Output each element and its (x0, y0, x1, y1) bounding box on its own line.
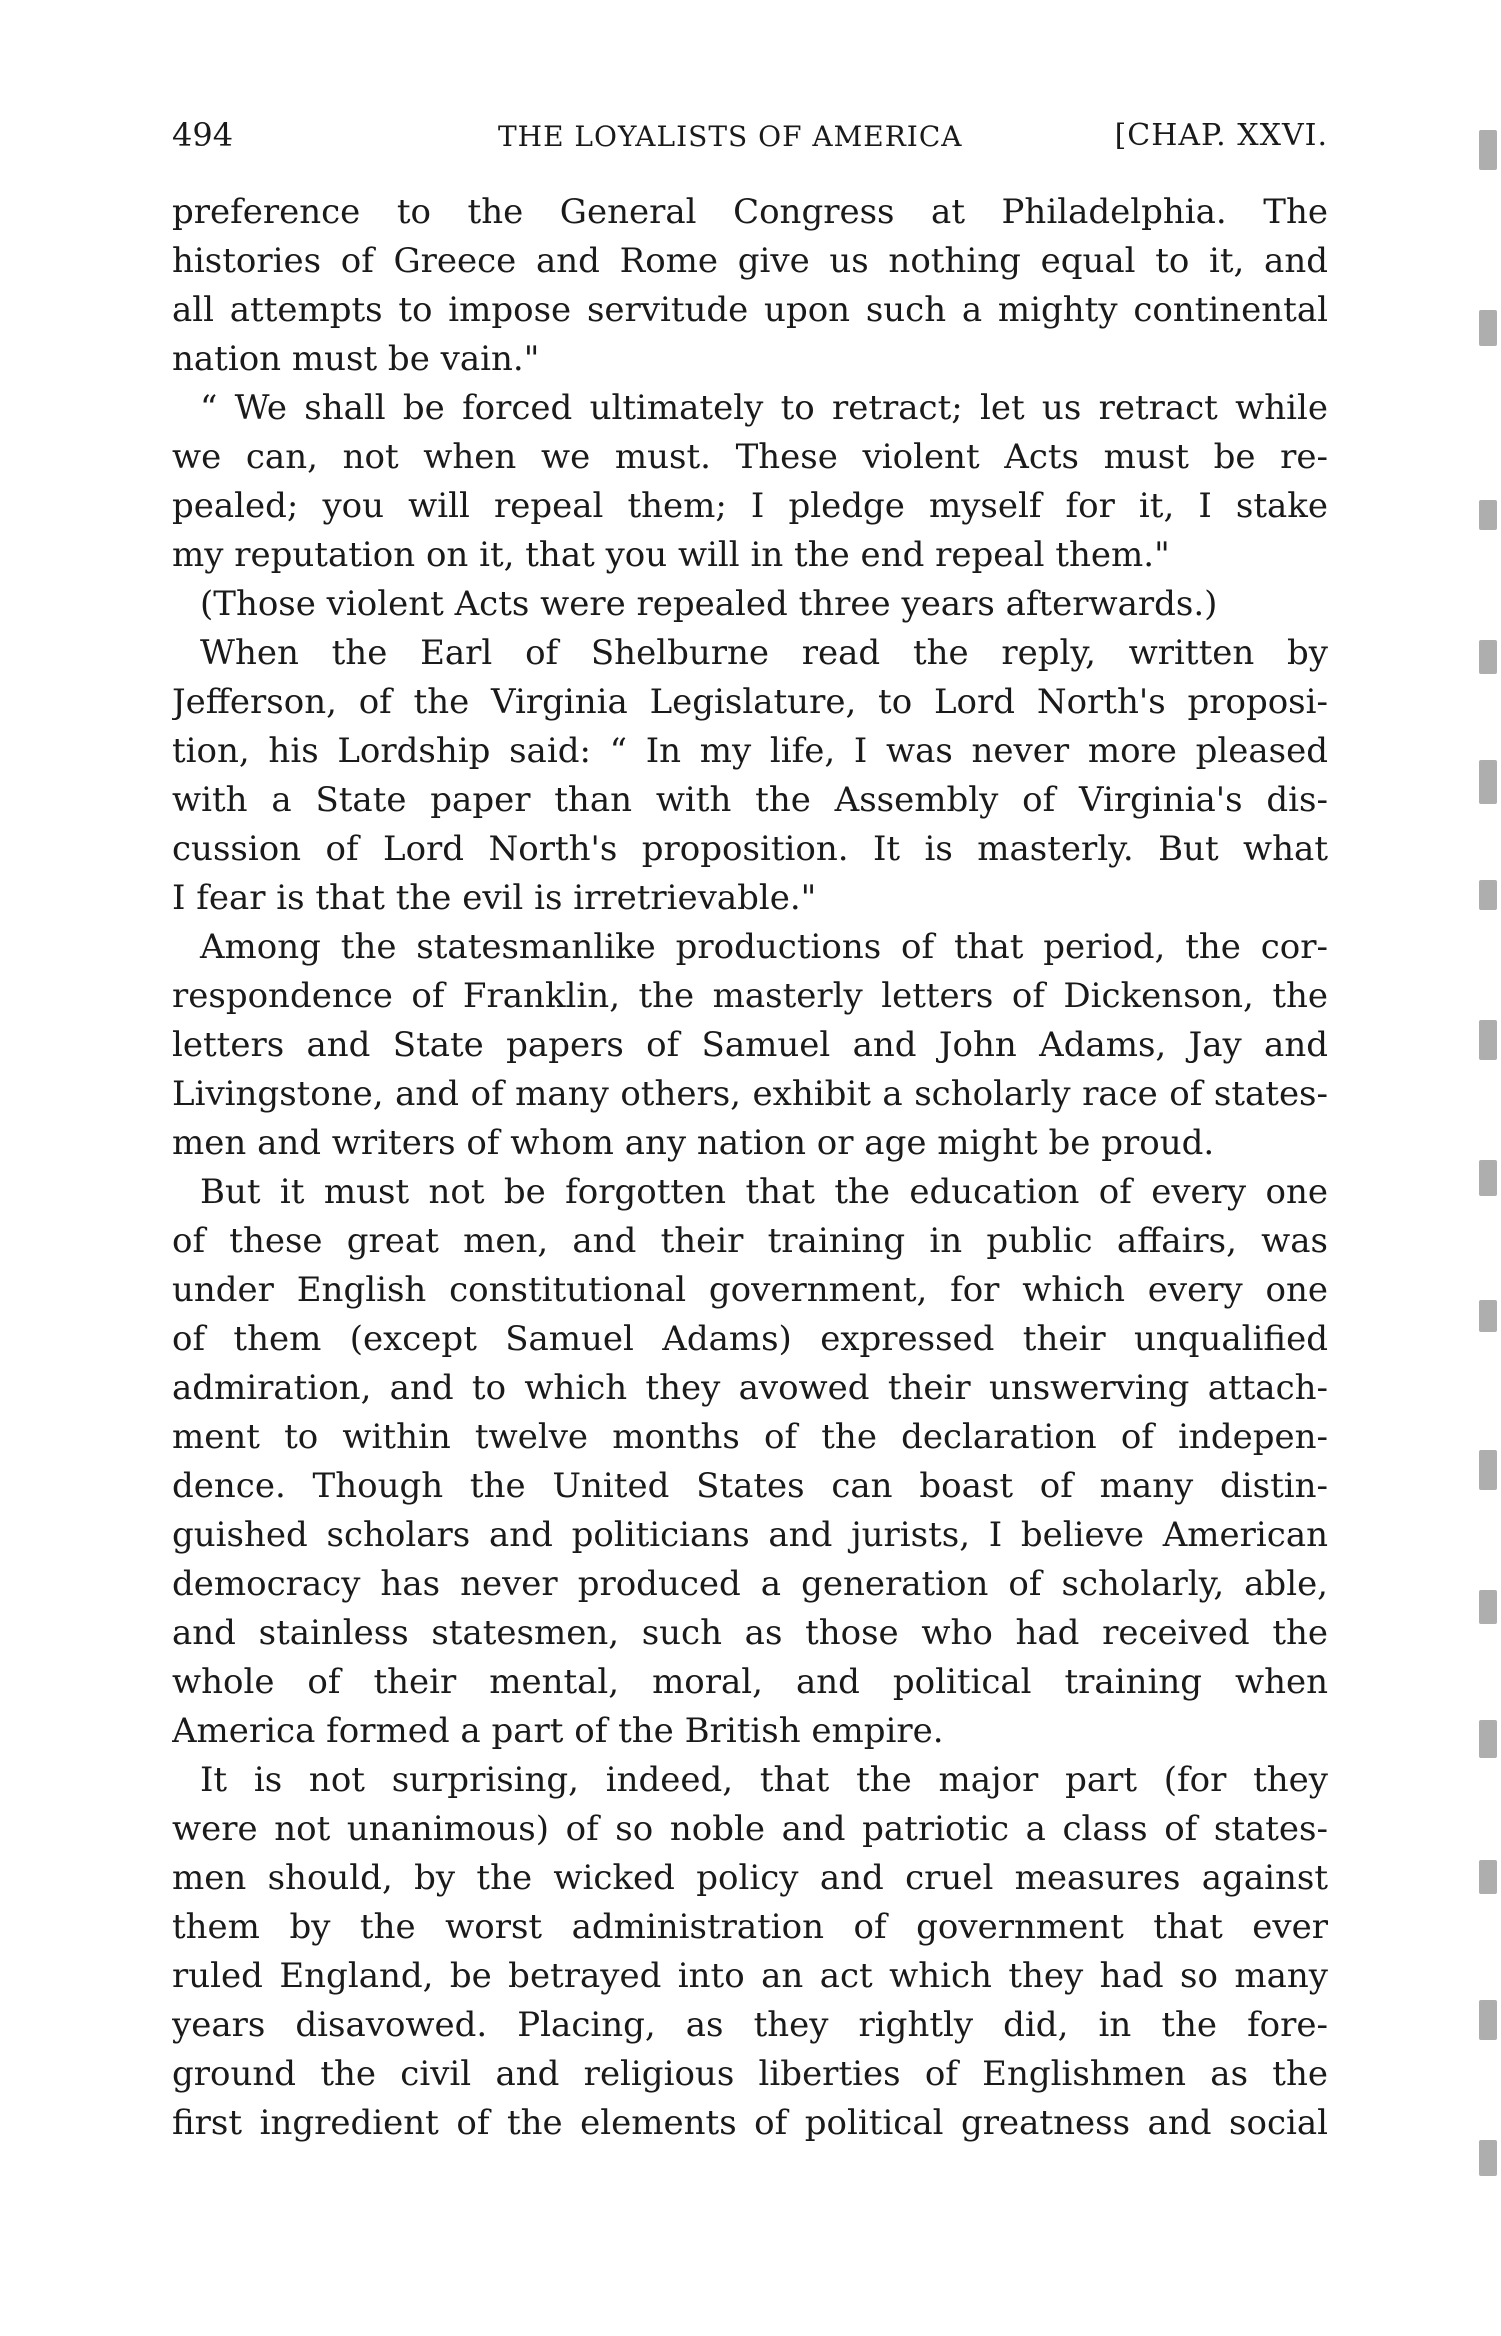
text-line: ground the civil and religious liberties of Englishmen as the (172, 2054, 1328, 2094)
text-line: whole of their mental, moral, and political training when (172, 1662, 1328, 1702)
scan-artifact (1479, 310, 1497, 346)
text-line: America formed a part of the British empire. (172, 1711, 944, 1751)
page-number: 494 (172, 116, 234, 154)
text-line: with a State paper than with the Assembly of Virginia's dis- (172, 780, 1328, 820)
text-line: first ingredient of the elements of political greatness and social (172, 2103, 1328, 2143)
text-line: years disavowed. Placing, as they rightly did, in the fore- (172, 2005, 1328, 2045)
text-line: Among the statesmanlike productions of that period, the cor- (200, 927, 1328, 967)
text-line: democracy has never produced a generation of scholarly, able, (172, 1564, 1328, 1604)
text-line: Jefferson, of the Virginia Legislature, to Lord North's proposi- (172, 682, 1328, 722)
chapter-reference: [CHAP. XXVI. (1114, 118, 1328, 153)
text-line: and stainless statesmen, such as those who had received the (172, 1613, 1328, 1653)
text-line: men should, by the wicked policy and cruel measures against (172, 1858, 1328, 1898)
scan-artifact (1479, 1720, 1497, 1758)
scan-artifact (1479, 760, 1497, 804)
text-line: of these great men, and their training in public affairs, was (172, 1221, 1328, 1261)
text-line: When the Earl of Shelburne read the reply, written by (200, 633, 1328, 673)
scan-artifact (1479, 1590, 1497, 1624)
scan-margin-artifacts (1465, 120, 1501, 2280)
scan-artifact (1479, 1860, 1497, 1894)
text-line: ruled England, be betrayed into an act which they had so many (172, 1956, 1328, 1996)
text-line: tion, his Lordship said: “ In my life, I was never more pleased (172, 731, 1328, 771)
scan-artifact (1479, 1300, 1497, 1332)
running-head: THE LOYALISTS OF AMERICA (498, 120, 963, 153)
text-line: nation must be vain." (172, 339, 540, 379)
scan-artifact (1479, 130, 1497, 170)
text-line: we can, not when we must. These violent Acts must be re- (172, 437, 1328, 477)
scan-artifact (1479, 2140, 1497, 2176)
text-line: preference to the General Congress at Philadelphia. The (172, 192, 1328, 232)
text-line: “ We shall be forced ultimately to retract; let us retract while (200, 388, 1328, 428)
text-line: dence. Though the United States can boast of many distin- (172, 1466, 1328, 1506)
text-line: men and writers of whom any nation or age might be proud. (172, 1123, 1215, 1163)
text-line: histories of Greece and Rome give us nothing equal to it, and (172, 241, 1328, 281)
scan-artifact (1479, 1450, 1497, 1490)
text-line: Livingstone, and of many others, exhibit a scholarly race of states- (172, 1074, 1328, 1114)
text-line: (Those violent Acts were repealed three years afterwards.) (200, 584, 1218, 624)
text-line: respondence of Franklin, the masterly letters of Dickenson, the (172, 976, 1328, 1016)
scan-artifact (1479, 640, 1497, 674)
text-line: guished scholars and politicians and jurists, I believe American (172, 1515, 1328, 1555)
text-line: under English constitutional government, for which every one (172, 1270, 1328, 1310)
text-line: pealed; you will repeal them; I pledge myself for it, I stake (172, 486, 1328, 526)
text-line: my reputation on it, that you will in the end repeal them." (172, 535, 1170, 575)
text-line: I fear is that the evil is irretrievable." (172, 878, 817, 918)
text-line: But it must not be forgotten that the education of every one (200, 1172, 1328, 1212)
text-line: admiration, and to which they avowed their unswerving attach- (172, 1368, 1328, 1408)
page-header (172, 116, 1328, 166)
scan-artifact (1479, 1020, 1497, 1060)
text-line: were not unanimous) of so noble and patriotic a class of states- (172, 1809, 1328, 1849)
text-line: them by the worst administration of government that ever (172, 1907, 1328, 1947)
scan-artifact (1479, 880, 1497, 910)
text-line: of them (except Samuel Adams) expressed their unqualified (172, 1319, 1328, 1359)
text-line: all attempts to impose servitude upon such a mighty continental (172, 290, 1328, 330)
scan-artifact (1479, 2000, 1497, 2040)
body-text (172, 188, 1328, 2148)
text-line: letters and State papers of Samuel and John Adams, Jay and (172, 1025, 1328, 1065)
scan-artifact (1479, 1160, 1497, 1196)
text-line: It is not surprising, indeed, that the major part (for they (200, 1760, 1328, 1800)
scan-artifact (1479, 500, 1497, 530)
text-line: cussion of Lord North's proposition. It is masterly. But what (172, 829, 1328, 869)
text-line: ment to within twelve months of the declaration of indepen- (172, 1417, 1328, 1457)
